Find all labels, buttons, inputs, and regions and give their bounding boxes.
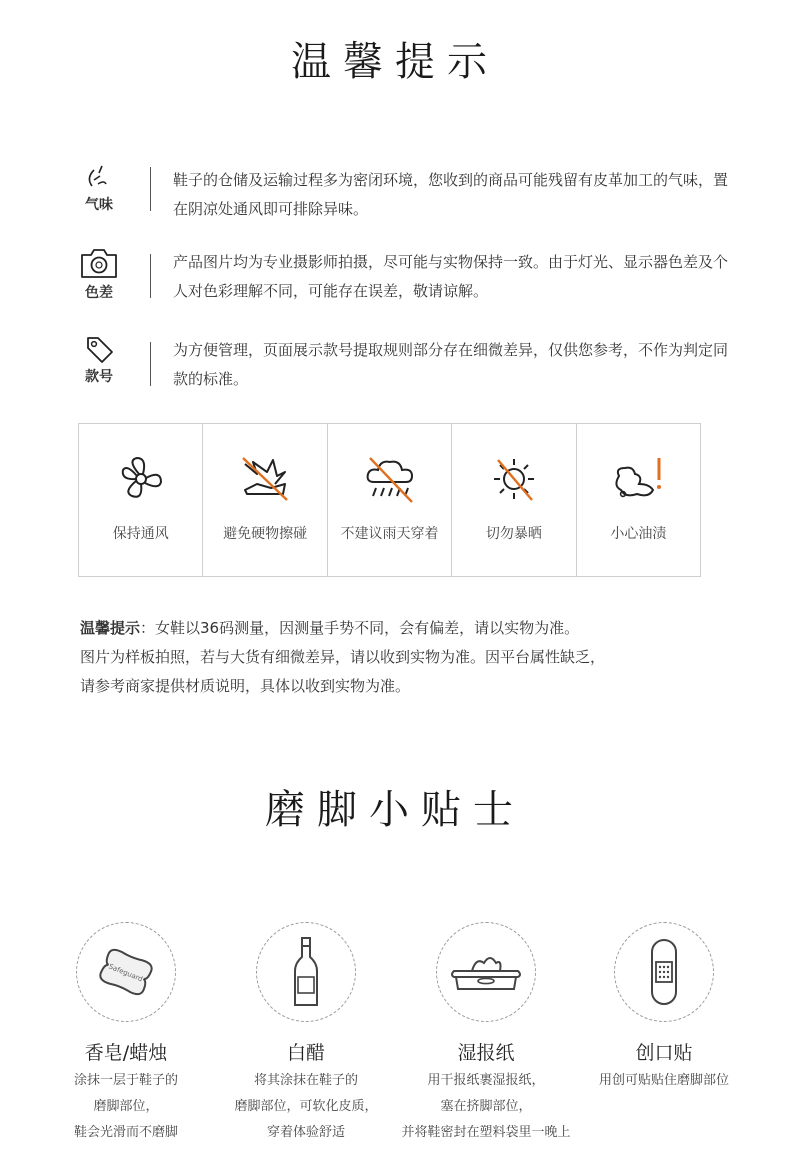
note-line: 图片为样板拍照，若与大货有细微差异，请以收到实物为准。因平台属性缺乏，: [80, 648, 606, 666]
wear-tip-name: 湿报纸: [457, 1042, 515, 1064]
care-item: [452, 424, 576, 576]
divider: [150, 342, 151, 386]
tip-text: 鞋子的仓储及运输过程多为密闭环境，您收到的商品可能残留有皮革加工的气味，置在阴凉处通风即可排除异味。: [173, 171, 729, 218]
note-line: 温馨提示：女鞋以36码测量，因测量手势不同，会有偏差，请以实物为准。: [80, 619, 580, 637]
tissue-icon: [448, 951, 524, 993]
care-label: 保持通风: [112, 526, 169, 542]
icon-circle: [256, 922, 356, 1022]
wear-tip-desc: 用干报纸裹湿报纸， 塞在挤脚部位， 并将鞋密封在塑料袋里一晚上: [401, 1073, 571, 1140]
care-item: [203, 424, 327, 576]
divider: [150, 167, 151, 211]
care-label: 切勿暴晒: [485, 526, 542, 542]
tip-color: [72, 246, 126, 302]
care-label: 小心油渍: [610, 526, 667, 542]
tip-text: 为方便管理，页面展示款号提取规则部分存在细微差异，仅供您参考，不作为判定同款的标准。: [173, 341, 729, 388]
wear-tip-desc: 用创可贴贴住磨脚部位: [598, 1073, 729, 1088]
care-label: 避免硬物擦碰: [223, 526, 308, 542]
wear-tip-desc: 涂抹一层于鞋子的 磨脚部位， 鞋会光滑而不磨脚: [73, 1073, 178, 1140]
camera-icon: [79, 246, 119, 280]
tip-smell: [72, 160, 126, 214]
care-label: 不建议雨天穿着: [340, 526, 439, 542]
fan-icon: [115, 454, 167, 504]
smell-icon: [82, 160, 116, 192]
wear-tip-name: 香皂/蜡烛: [84, 1042, 168, 1064]
no-rain-icon: [362, 454, 418, 504]
divider: [150, 254, 151, 298]
wear-tip-newspaper: [426, 922, 546, 1022]
care-icons-panel: [78, 423, 701, 577]
soap-brand-text: Safeguard: [107, 962, 144, 984]
wear-tip-name: 白醋: [286, 1042, 325, 1064]
tip-label: 色差: [85, 285, 113, 301]
vinegar-bottle-icon: [291, 935, 321, 1009]
care-item: [79, 424, 203, 576]
tag-icon: [82, 334, 116, 364]
care-item: [577, 424, 700, 576]
tip-label: 款号: [85, 369, 113, 385]
care-item: [328, 424, 452, 576]
bandage-icon: [649, 937, 679, 1007]
oil-stain-icon: [609, 454, 667, 502]
icon-circle: [614, 922, 714, 1022]
wear-tip-name: 创口贴: [635, 1042, 693, 1064]
wear-tip-vinegar: [246, 922, 366, 1022]
wear-tip-desc: 将其涂抹在鞋子的 磨脚部位，可软化皮质， 穿着体验舒适: [234, 1073, 378, 1140]
no-sun-icon: [488, 454, 540, 504]
icon-circle: [76, 922, 176, 1022]
section-title-wear-tips: 磨脚小贴士: [265, 787, 525, 833]
wear-tip-soap: [66, 922, 186, 1022]
note-line: 请参考商家提供材质说明，具体以收到实物为准。: [80, 677, 411, 695]
no-hit-icon: [237, 454, 293, 502]
soap-icon: [93, 947, 159, 997]
icon-circle: [436, 922, 536, 1022]
section-title-tips: 温馨提示: [291, 39, 499, 85]
tip-label: 气味: [85, 197, 113, 213]
tip-style-no: [72, 334, 126, 386]
note-prefix: 温馨提示: [80, 619, 141, 637]
wear-tip-bandage: [604, 922, 724, 1022]
tip-text: 产品图片均为专业摄影师拍摄，尽可能与实物保持一致。由于灯光、显示器色差及个人对色彩理解不同，可能存在误差，敬请谅解。: [173, 253, 729, 300]
size-note: [80, 614, 720, 701]
